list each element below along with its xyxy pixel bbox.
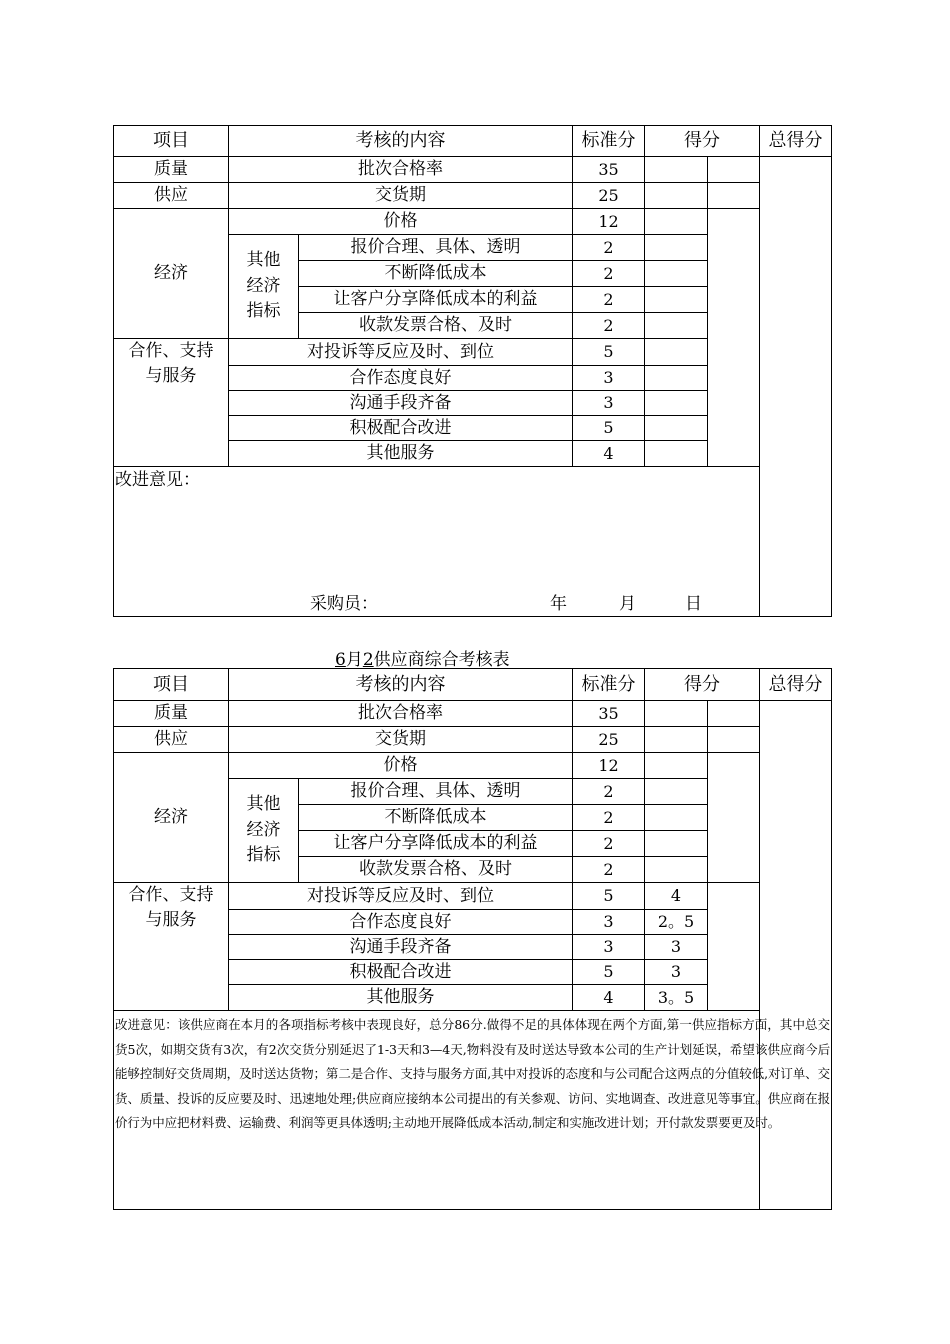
title-text: 供应商综合考核表	[373, 650, 510, 670]
header-content: 考核的内容	[229, 126, 573, 157]
buyer-label: 采购员：	[310, 594, 378, 614]
score-value[interactable]: 3	[645, 960, 708, 985]
year-label: 年	[550, 594, 567, 614]
criterion-content: 交货期	[229, 183, 573, 209]
criterion-content: 收款发票合格、及时	[299, 857, 573, 883]
criterion-content: 让客户分享降低成本的利益	[299, 831, 573, 857]
criterion-content: 对投诉等反应及时、到位	[229, 883, 573, 910]
standard-score: 2	[573, 805, 645, 831]
header-score: 得分	[645, 669, 760, 701]
category-economy: 经济	[114, 209, 229, 339]
category-economy: 经济	[114, 753, 229, 883]
standard-score: 12	[573, 753, 645, 779]
criterion-content: 积极配合改进	[229, 960, 573, 985]
score-cell[interactable]	[645, 701, 708, 727]
standard-score: 5	[573, 960, 645, 985]
criterion-content: 批次合格率	[229, 157, 573, 183]
evaluation-table-filled	[113, 668, 832, 1210]
score-cell[interactable]	[645, 441, 708, 467]
criterion-content: 让客户分享降低成本的利益	[299, 287, 573, 313]
header-item: 项目	[114, 126, 229, 157]
score-cell-extra[interactable]	[708, 209, 760, 467]
score-cell[interactable]	[645, 366, 708, 391]
standard-score: 5	[573, 883, 645, 910]
standard-score: 3	[573, 910, 645, 935]
score-cell[interactable]	[645, 235, 708, 261]
title-month-char: 月	[345, 650, 363, 670]
score-cell-extra[interactable]	[708, 727, 760, 753]
score-cell[interactable]	[645, 727, 708, 753]
score-cell-extra[interactable]	[708, 753, 760, 883]
standard-score: 2	[573, 235, 645, 261]
score-cell[interactable]	[645, 313, 708, 339]
criterion-content: 合作态度良好	[229, 366, 573, 391]
score-cell-extra[interactable]	[708, 883, 760, 1011]
category-supply: 供应	[114, 727, 229, 753]
category-quality: 质量	[114, 157, 229, 183]
criterion-content: 批次合格率	[229, 701, 573, 727]
score-cell[interactable]	[645, 391, 708, 416]
score-cell-extra[interactable]	[708, 701, 760, 727]
standard-score: 5	[573, 416, 645, 441]
standard-score: 2	[573, 779, 645, 805]
standard-score: 4	[573, 441, 645, 467]
criterion-content: 积极配合改进	[229, 416, 573, 441]
score-cell[interactable]	[645, 753, 708, 779]
score-cell[interactable]	[645, 183, 708, 209]
standard-score: 2	[573, 287, 645, 313]
standard-score: 2	[573, 313, 645, 339]
criterion-content: 价格	[229, 209, 573, 235]
score-cell[interactable]	[645, 261, 708, 287]
remarks-text: 改进意见：该供应商在本月的各项指标考核中表现良好，总分86分.做得不足的具体体现在两个方面,第一供应指标方面，其中总交货5次，如期交货有3次，有2次交货分别延迟了1-3天和3—4天,物料没有及时送达导致本公司的生产计划延误，希望该供应商今后能够控制好交货周期，及时送达货物；第二是合作、支持与服务方面,其中对投诉的态度和与公司配合这两点的分值较低,对订单、交货、质量、投诉的反应要及时、迅速地处理;供应商应接纳本公司提出的有关参观、访问、实地调查、改进意见等事宜。供应商在报价行为中应把材料费、运输费、利润等更具体透明;主动地开展降低成本活动,制定和实施改进计划；开付款发票要更及时。	[115, 1017, 830, 1131]
header-standard: 标准分	[573, 126, 645, 157]
header-standard: 标准分	[573, 669, 645, 701]
standard-score: 3	[573, 366, 645, 391]
score-cell[interactable]	[645, 416, 708, 441]
other-economic-indicators: 其他经济指标	[229, 779, 299, 883]
criterion-content: 其他服务	[229, 985, 573, 1011]
title-month: 6	[335, 650, 346, 670]
score-cell[interactable]	[645, 157, 708, 183]
score-cell[interactable]	[645, 779, 708, 805]
score-cell[interactable]	[645, 209, 708, 235]
standard-score: 2	[573, 857, 645, 883]
criterion-content: 其他服务	[229, 441, 573, 467]
header-item: 项目	[114, 669, 229, 701]
score-cell[interactable]	[645, 339, 708, 366]
header-score: 得分	[645, 126, 760, 157]
header-content: 考核的内容	[229, 669, 573, 701]
form-title	[335, 645, 510, 670]
score-cell-extra[interactable]	[708, 183, 760, 209]
improvement-remarks-box[interactable]	[114, 1011, 832, 1210]
standard-score: 2	[573, 831, 645, 857]
score-value[interactable]: 4	[645, 883, 708, 910]
criterion-content: 不断降低成本	[299, 805, 573, 831]
category-service: 合作、支持与服务	[114, 339, 229, 467]
remarks-label: 改进意见：	[115, 470, 200, 490]
criterion-content: 收款发票合格、及时	[299, 313, 573, 339]
evaluation-table-blank	[113, 125, 832, 617]
criterion-content: 对投诉等反应及时、到位	[229, 339, 573, 366]
criterion-content: 不断降低成本	[299, 261, 573, 287]
score-cell-extra[interactable]	[708, 157, 760, 183]
score-value[interactable]: 2。5	[645, 910, 708, 935]
criterion-content: 合作态度良好	[229, 910, 573, 935]
standard-score: 25	[573, 727, 645, 753]
standard-score: 4	[573, 985, 645, 1011]
title-number: 2	[362, 650, 374, 670]
category-service: 合作、支持与服务	[114, 883, 229, 1011]
standard-score: 35	[573, 701, 645, 727]
other-economic-indicators: 其他经济指标	[229, 235, 299, 339]
standard-score: 3	[573, 391, 645, 416]
standard-score: 2	[573, 261, 645, 287]
header-total: 总得分	[760, 126, 832, 157]
category-quality: 质量	[114, 701, 229, 727]
standard-score: 35	[573, 157, 645, 183]
improvement-remarks-box[interactable]	[114, 467, 832, 617]
score-cell[interactable]	[645, 805, 708, 831]
month-label: 月	[619, 594, 636, 614]
criterion-content: 报价合理、具体、透明	[299, 235, 573, 261]
criterion-content: 报价合理、具体、透明	[299, 779, 573, 805]
score-cell[interactable]	[645, 857, 708, 883]
criterion-content: 价格	[229, 753, 573, 779]
day-label: 日	[685, 594, 702, 614]
criterion-content: 交货期	[229, 727, 573, 753]
score-cell[interactable]	[645, 831, 708, 857]
category-supply: 供应	[114, 183, 229, 209]
standard-score: 12	[573, 209, 645, 235]
criterion-content: 沟通手段齐备	[229, 391, 573, 416]
criterion-content: 沟通手段齐备	[229, 935, 573, 960]
score-value[interactable]: 3	[645, 935, 708, 960]
header-total: 总得分	[760, 669, 832, 701]
score-cell[interactable]	[645, 287, 708, 313]
standard-score: 25	[573, 183, 645, 209]
standard-score: 3	[573, 935, 645, 960]
standard-score: 5	[573, 339, 645, 366]
signature-line	[114, 595, 830, 617]
score-value[interactable]: 3。5	[645, 985, 708, 1011]
